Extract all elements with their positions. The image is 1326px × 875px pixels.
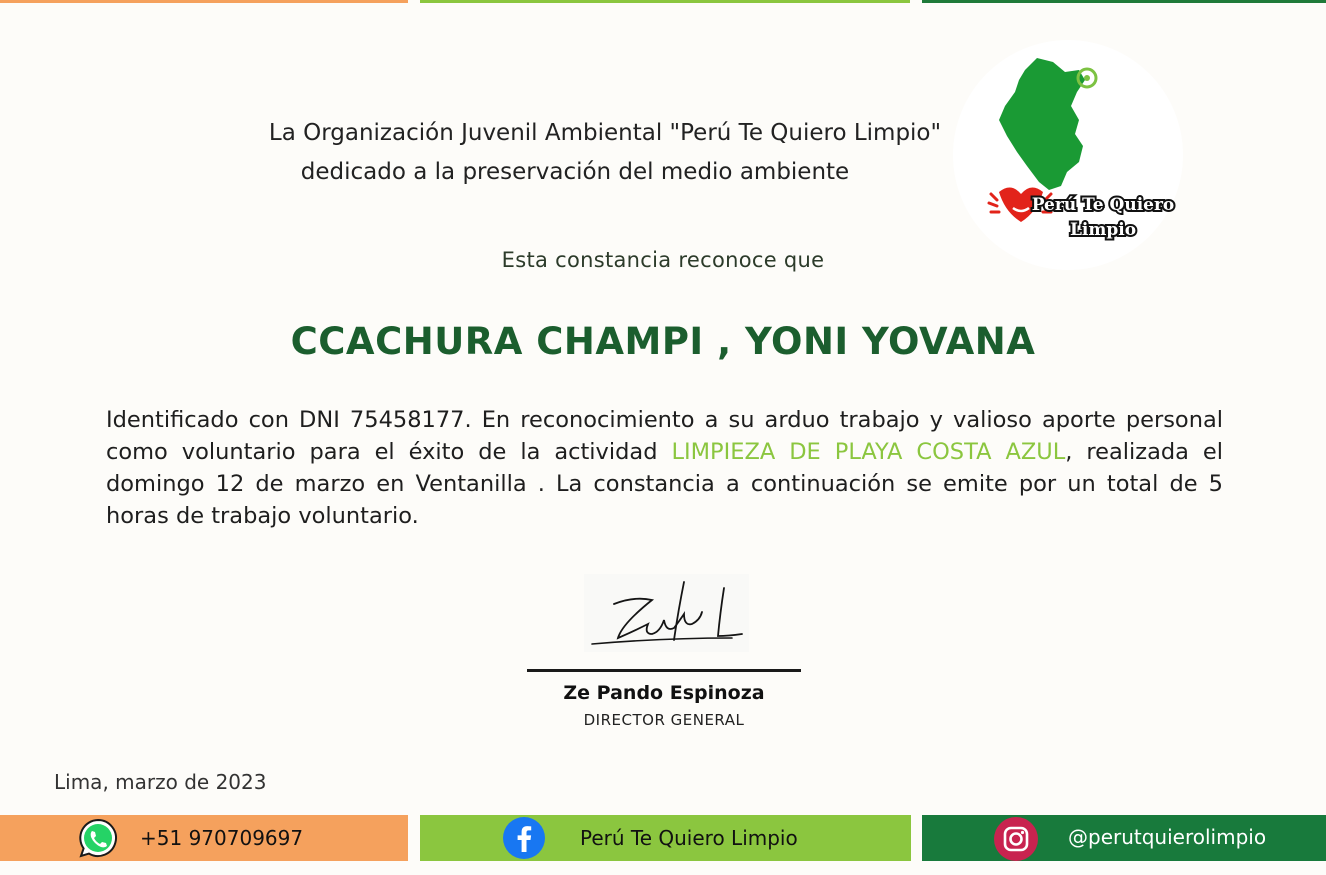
footer-instagram (922, 815, 1326, 861)
footer-facebook (420, 815, 911, 861)
body-text-part-1: Identificado con DNI 75458177. En reconocimiento a su arduo trabajo y valioso aporte personal como voluntario para el éxito de la actividad (106, 407, 1223, 465)
organization-header (200, 114, 1010, 192)
certificate-intro: Esta constancia reconoce que (501, 248, 825, 272)
signer-role: DIRECTOR GENERAL (583, 711, 745, 729)
logo-text-line-2: Limpio (1069, 220, 1137, 240)
instagram-handle: @perutquierolimpio (1068, 825, 1267, 849)
phone-number: +51 970709697 (140, 826, 304, 850)
place-and-date: Lima, marzo de 2023 (54, 770, 267, 794)
signer-name: Ze Pando Espinoza (563, 682, 765, 704)
signature-line (527, 669, 801, 672)
top-bar-light-green (420, 0, 910, 3)
activity-name: LIMPIEZA DE PLAYA COSTA AZUL (671, 439, 1066, 465)
body-text-part-2: , realizada el domingo 12 de marzo en Ventanilla . La constancia a continuación se emite por un total de 5 horas de trabajo voluntario. (106, 439, 1223, 529)
top-bar-dark-green (922, 0, 1326, 3)
recipient-name: CCACHURA CHAMPI , YONI YOVANA (290, 320, 1036, 363)
organization-logo (953, 40, 1183, 270)
org-line-2: dedicado a la preservación del medio ambiente (300, 159, 850, 185)
footer-phone (0, 815, 408, 861)
whatsapp-icon (76, 816, 120, 864)
peru-map-icon (953, 40, 1183, 270)
facebook-icon (502, 816, 546, 864)
instagram-icon (993, 816, 1039, 866)
org-line-1: La Organización Juvenil Ambiental "Perú Te Quiero Limpio" (268, 120, 942, 146)
logo-text-line-1: Perú Te Quiero (1031, 195, 1175, 215)
certificate-body (106, 404, 1223, 532)
facebook-page-name: Perú Te Quiero Limpio (580, 826, 798, 850)
handwritten-signature (584, 574, 749, 656)
top-bar-orange (0, 0, 408, 3)
